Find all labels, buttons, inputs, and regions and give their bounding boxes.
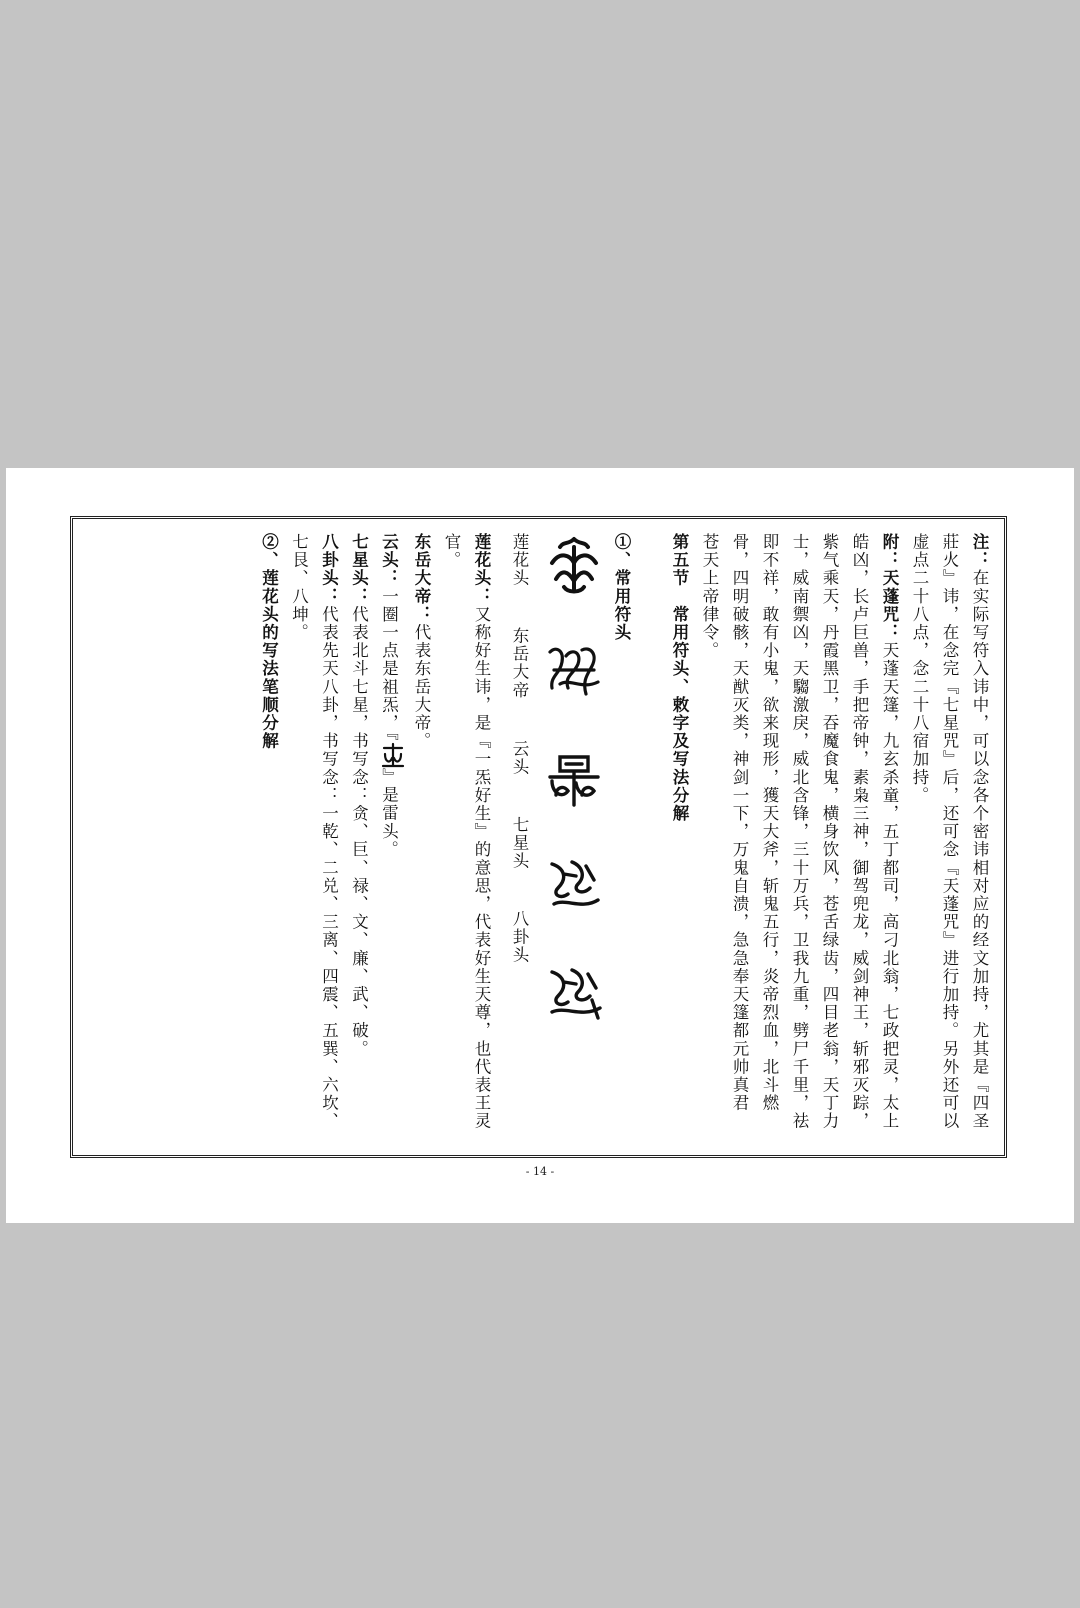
- entry-bagua: [284, 533, 344, 1145]
- subsection-2-title: ②、莲花头的写法笔顺分解: [259, 533, 279, 751]
- entry-cloud: [374, 533, 407, 1145]
- vertical-text-body: [89, 533, 994, 1149]
- entry-lotus-text: 又称好生讳，是『一炁好生』的意思，代表好生天尊，也代表王灵官。: [442, 533, 491, 1131]
- talisman-seal-row: [542, 533, 606, 1145]
- entry-bagua-text: 代表先天八卦，书写念：一乾、二兑、三离、四震、五巽、六坎、七艮、八坤。: [289, 533, 339, 1131]
- note-text: 在实际写符入讳中，可以念各个密讳相对应的经文加持，尤其是『四圣莊火』讳，在念完『七星咒』后，还可念『天蓬咒』进行加持。另外还可以虚点二十八点，念二十八宿加持。: [910, 533, 989, 1131]
- entry-dongyue: [406, 533, 436, 1145]
- entry-cloud-label: 云头：: [379, 533, 399, 588]
- talisman-label-seven-star: 七星头: [510, 815, 529, 871]
- entry-cloud-text-before: 一圈一点是祖炁，『: [379, 587, 399, 742]
- thunder-head-talisman-icon: [380, 742, 406, 768]
- appendix-paragraph: [694, 533, 904, 1149]
- page-frame: [70, 516, 1007, 1158]
- page-number: - 14 -: [525, 1165, 555, 1178]
- cloud-head-talisman-icon: [542, 747, 606, 811]
- appendix-text: 天蓬天篷，九玄杀童，五丁都司，高刁北翁，七政把灵，太上皓凶，长卢巨兽，手把帝钟，素枭三神，御驾兜龙，威剑神王，斩邪灭踪，紫气乘天，丹霞黑卫，吞魔食鬼，横身饮风，苍舌绿齿，四目老翁，天丁力士，威南禦凶，天騶激戾，威北含锋，三十万兵，卫我九重，劈尸千里，祛即不祥，敢有小鬼，欲来现形，獲天大斧，斩鬼五行，炎帝烈血，北斗燃骨，四明破骸，天猷灭类，神剑一下，万鬼自溃，急急奉天篷都元帅真君 苍天上帝律令。: [700, 533, 899, 1149]
- note-paragraph: [904, 533, 994, 1145]
- appendix-label: 附：天蓬咒：: [880, 533, 899, 642]
- talisman-label-row: [504, 533, 534, 1145]
- dongyue-talisman-icon: [542, 640, 606, 704]
- section-title: 第五节 常用符头、敕字及写法分解: [670, 533, 689, 823]
- talisman-label-cloud: 云头: [510, 739, 529, 776]
- entry-lotus-label: 莲花头：: [472, 533, 491, 606]
- entry-seven-star: [344, 533, 374, 1145]
- subsection-1-title: ①、常用符头: [612, 533, 631, 642]
- lotus-head-talisman-icon: [542, 533, 606, 597]
- talisman-label-lotus: 莲花头: [510, 533, 529, 588]
- document-page: [6, 468, 1074, 1223]
- entry-dongyue-label: 东岳大帝：: [412, 533, 431, 624]
- bagua-head-talisman-icon: [542, 960, 606, 1024]
- talisman-label-dongyue: 东岳大帝: [510, 627, 529, 700]
- entry-seven-star-label: 七星头：: [349, 533, 369, 606]
- note-label: 注：: [970, 533, 989, 570]
- entry-bagua-label: 八卦头：: [319, 533, 339, 606]
- entry-cloud-text-after: 』是雷头。: [379, 767, 399, 859]
- entry-dongyue-text: 代表东岳大帝。: [412, 623, 431, 751]
- talisman-label-bagua: 八卦头: [510, 910, 529, 965]
- entry-seven-star-text: 代表北斗七星，书写念：贪、巨、禄、文、廉、武、破。: [349, 605, 369, 1058]
- entry-lotus: [436, 533, 496, 1145]
- seven-star-talisman-icon: [542, 854, 606, 918]
